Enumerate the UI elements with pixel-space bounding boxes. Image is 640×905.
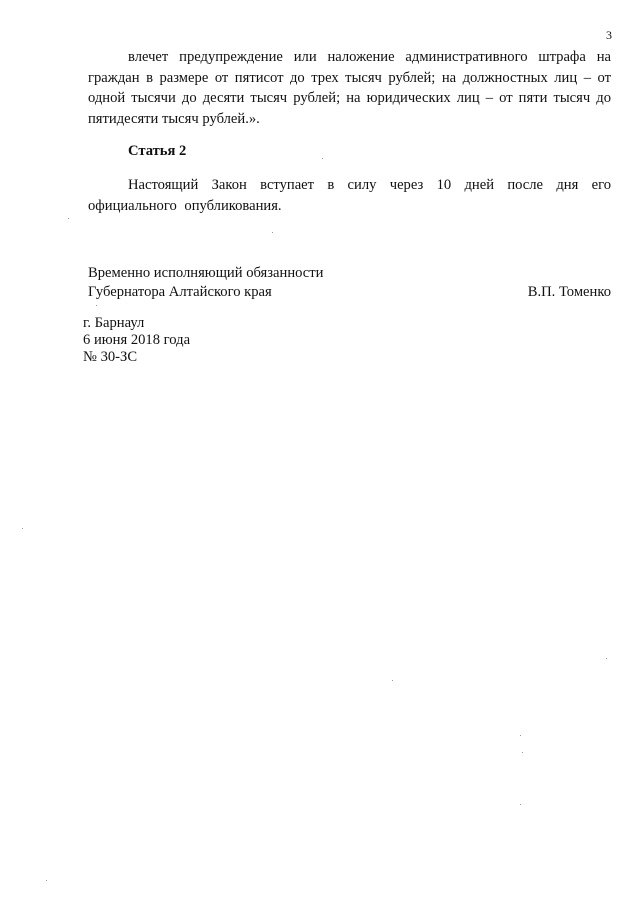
- scan-speck: [520, 735, 521, 736]
- scan-speck: [322, 158, 323, 159]
- article-heading: Статья 2: [128, 143, 187, 159]
- signatory-row: [88, 283, 611, 302]
- signatory-name: В.П. Томенко: [527, 284, 611, 300]
- continued-paragraph: влечет предупреждение или наложение административного штрафа на граждан в размере от пятисот до трех тысяч рублей; на должностных лиц – от одной тысячи до десяти тысяч рублей; на юридических лиц – от пяти тысяч до пятидесяти тысяч рублей.».: [88, 49, 611, 127]
- signatory-title-line2: Губернатора Алтайского края: [88, 284, 272, 300]
- scan-speck: [68, 218, 69, 219]
- scan-speck: [392, 680, 393, 681]
- scan-speck: [96, 305, 97, 306]
- place-date-block: [83, 315, 190, 366]
- scan-speck: [520, 804, 521, 805]
- article-paragraph: Настоящий Закон вступает в силу через 10 дней после дня его официального опубликования.: [88, 177, 611, 214]
- scan-speck: [606, 658, 607, 659]
- scan-speck: [46, 880, 47, 881]
- scan-speck: [272, 232, 273, 233]
- page-number: 3: [606, 28, 612, 42]
- signature-block: [88, 264, 611, 302]
- signatory-title-line1: Временно исполняющий обязанности: [88, 265, 324, 281]
- scan-speck: [522, 752, 523, 753]
- city-line: г. Барнаул: [83, 315, 145, 331]
- scan-speck: [22, 528, 23, 529]
- date-line: 6 июня 2018 года: [83, 332, 191, 348]
- law-number-line: № 30-ЗС: [83, 349, 138, 365]
